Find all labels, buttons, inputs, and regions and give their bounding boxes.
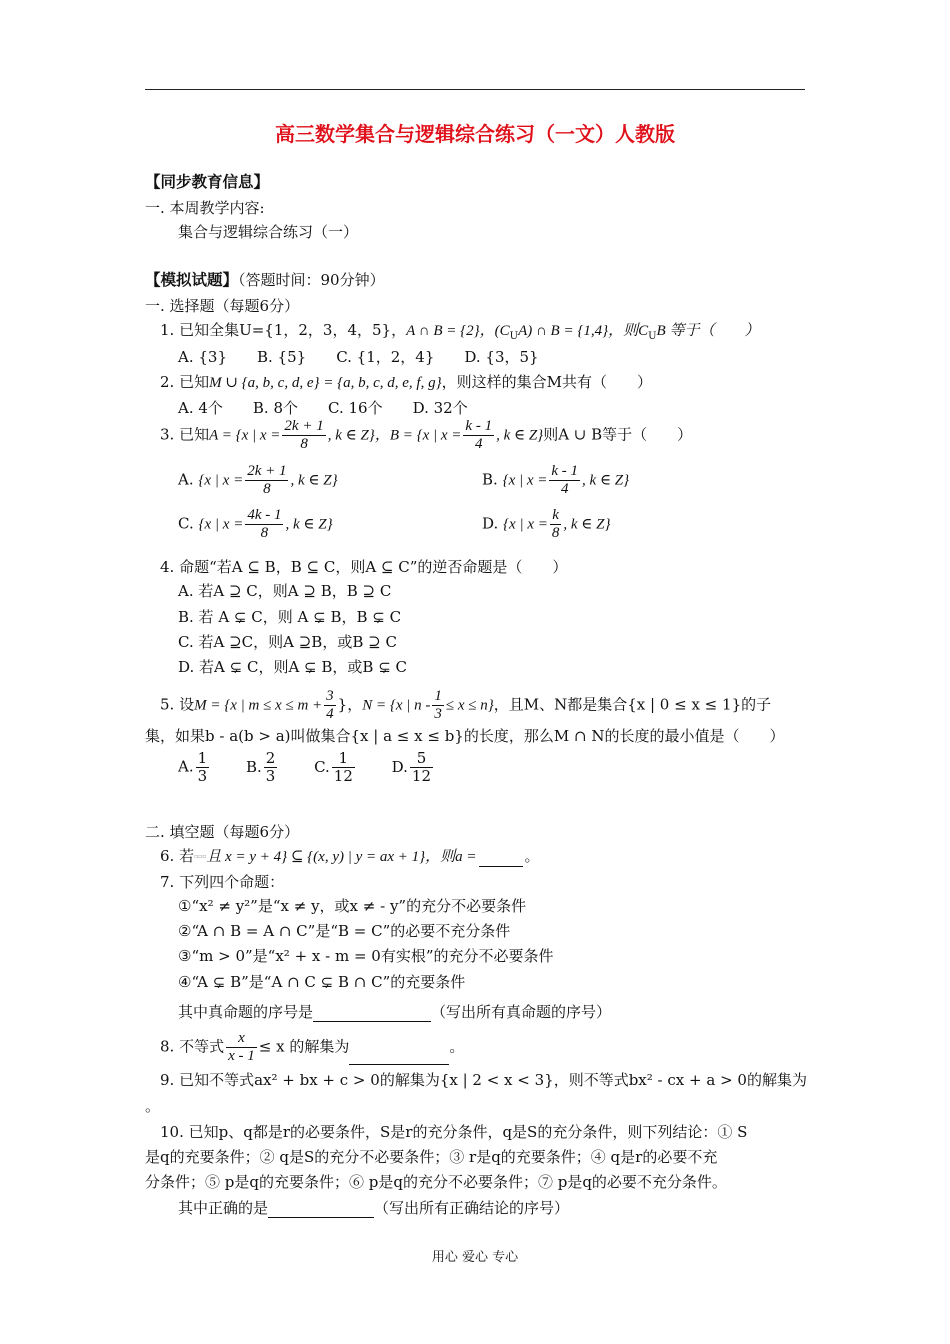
q6-c: 。 [524, 847, 540, 865]
q5-optA-label: A. [178, 757, 194, 776]
info-heading: 【同步教育信息】 [145, 172, 270, 191]
q5-m-pre: M = {x | m ≤ x ≤ m + [194, 697, 323, 714]
q3-optA-pre: {x | x = [198, 472, 244, 489]
q3-stem-a: 3. 已知 [160, 425, 210, 444]
test-time: （答题时间：90分钟） [238, 271, 385, 289]
q3-optB-pre: {x | x = [502, 472, 548, 489]
q8-b: ≤ x 的解集为 [258, 1037, 350, 1056]
page-title: 高三数学集合与逻辑综合练习（一文）人教版 [275, 122, 675, 146]
q5-optA-frac [196, 750, 210, 785]
q3-optB-num: k - 1 [551, 463, 579, 479]
q3-option-a [178, 463, 338, 498]
q7-item-4: ④“A ⊊ B”是“A ∩ C ⊊ B ∩ C”的充要条件 [178, 973, 466, 991]
q5-line2: 集，如果b - a(b > a)叫做集合{x | a ≤ x ≤ b}的长度，那么M ∩ N的长度的最小值是（ ） [145, 727, 785, 745]
q10-line3: 分条件；⑤ p是q的充要条件；⑥ p是q的充分不必要条件；⑦ p是q的必要不充分条件。 [145, 1173, 727, 1191]
q3-option-d [482, 507, 610, 542]
q3-stem [160, 418, 692, 453]
q1-options: A. {3} B. {5} C. {1，2，4} D. {3，5} [178, 348, 539, 366]
q10-blank [268, 1217, 374, 1218]
info-section: 一. 本周教学内容: [145, 199, 265, 217]
q5-optC-num: 1 [332, 750, 355, 768]
q1-stem-a: 1. 已知全集U={1，2，3，4，5}， [160, 321, 407, 339]
q2-options: A. 4个 B. 8个 C. 16个 D. 32个 [178, 399, 468, 417]
q3-optB-post: , k ∈ Z} [582, 472, 630, 489]
q5-n-den: 3 [434, 706, 442, 722]
q8-num: x [226, 1030, 257, 1048]
q9-line1: 9. 已知不等式ax² + bx + c > 0的解集为{x | 2 < x < 3}，则不等式bx² - cx + a > 0的解集为 [160, 1071, 807, 1089]
q3-optD-num: k [550, 507, 562, 525]
q3-optD-post: , k ∈ Z} [563, 516, 611, 533]
q3-a-den: 8 [300, 436, 308, 452]
q5-optB-den: 3 [265, 767, 276, 785]
test-heading-line [145, 270, 385, 290]
q6-blank [479, 866, 523, 867]
q3-a-pre: A = {x | x = [209, 427, 281, 444]
q9-line2: 。 [145, 1097, 161, 1115]
q10-ans-a: 其中正确的是 [178, 1199, 269, 1217]
q5-n-pre: N = {x | n - [362, 697, 431, 714]
q3-optD-label: D. [482, 514, 499, 533]
q1-sub-u2: U [648, 331, 657, 342]
q7-stem: 7. 下列四个命题： [160, 873, 285, 891]
q4-option-a: A. 若A ⊇ C，则A ⊇ B，B ⊇ C [178, 582, 392, 600]
q5-a: 5. 设 [160, 695, 195, 714]
q3-optD-frac [550, 507, 562, 542]
q7-answer [178, 1002, 611, 1022]
q5-optD-frac [410, 750, 433, 785]
test-heading: 【模拟试题】 [145, 270, 239, 289]
q5-optD-label: D. [391, 757, 408, 776]
q3-optD-den: 8 [551, 525, 560, 541]
part2-heading: 二. 填空题（每题6分） [145, 823, 300, 841]
q5-optD-den: 12 [411, 767, 432, 785]
q8-c: 。 [449, 1037, 465, 1056]
q3-b-num: k - 1 [465, 418, 493, 434]
q1-stem-d: B 等于（ ） [656, 323, 760, 339]
q6-a: 6. 若 [160, 847, 195, 865]
q5-m-frac [324, 688, 336, 723]
q3-optA-num: 2k + 1 [247, 463, 287, 479]
q5-optC-den: 12 [333, 767, 353, 785]
info-content: 集合与逻辑综合练习（一） [178, 223, 359, 241]
q3-optB-den: 4 [560, 481, 569, 497]
q5-optD-num: 5 [410, 750, 433, 768]
q3-optA-post: , k ∈ Z} [290, 472, 338, 489]
q8-blank [349, 1064, 449, 1065]
q3-b-post: , k ∈ Z} [496, 427, 544, 444]
q5-optA-num: 1 [197, 749, 208, 767]
page-footer: 用心 爱心 专心 [431, 1250, 519, 1265]
q4-option-c: C. 若A ⊇C，则A ⊇B，或B ⊇ C [178, 633, 397, 651]
q3-optC-num: 4k - 1 [247, 507, 282, 523]
q3-optC-label: C. [178, 514, 194, 533]
q5-optB-label: B. [245, 757, 262, 776]
q7-item-2: ②“A ∩ B = A ∩ C”是“B = C”的必要不充分条件 [178, 922, 511, 940]
q3-optA-label: A. [178, 470, 194, 489]
q6-tiny-image-icon: ▫▫▫ [194, 853, 207, 860]
q5-optA-den: 3 [197, 767, 208, 785]
q2-stem-b: M ∪ {a, b, c, d, e} = {a, b, c, d, e, f, g} [209, 375, 442, 391]
q1-stem-c: A) ∩ B = {1,4}，则C [518, 323, 649, 339]
top-rule [145, 89, 805, 90]
q5-m-den: 4 [326, 706, 334, 722]
q5-tail: ，且M、N都是集合{x | 0 ≤ x ≤ 1}的子 [493, 695, 772, 714]
q3-optB-frac [549, 463, 580, 498]
q7-item-3: ③“m > 0”是“x² + x - m = 0有实根”的充分不必要条件 [178, 947, 554, 965]
q3-option-b [482, 463, 629, 498]
q3-optC-den: 8 [260, 525, 269, 541]
q5-m-num: 3 [326, 688, 334, 704]
q1-sub-u1: U [509, 331, 519, 342]
q4-option-d: D. 若A ⊊ C，则A ⊊ B，或B ⊊ C [178, 658, 408, 676]
q8-a: 8. 不等式 [160, 1037, 225, 1056]
q6 [160, 846, 540, 867]
q1-stem-b: A ∩ B = {2}，(C [406, 323, 510, 339]
q3-optC-pre: {x | x = [198, 516, 244, 533]
q3-a-num: 2k + 1 [284, 418, 324, 434]
q3-optD-pre: {x | x = [503, 516, 548, 533]
q7-ans-a: 其中真命题的序号是 [178, 1003, 314, 1021]
q10-ans-b: （写出所有正确结论的序号） [374, 1199, 570, 1217]
q7-item-1: ①“x² ≠ y²”是“x ≠ y，或x ≠ - y”的充分不必要条件 [178, 897, 527, 915]
q2-stem [160, 372, 652, 393]
q5-optB-frac [264, 750, 278, 785]
q4-stem: 4. 命题“若A ⊆ B，B ⊆ C，则A ⊆ C”的逆否命题是（ ） [160, 558, 568, 576]
q4-option-b: B. 若 A ⊊ C，则 A ⊊ B，B ⊊ C [178, 608, 402, 626]
q5-optB-num: 2 [265, 749, 276, 767]
q5-options [178, 750, 435, 785]
q3-optC-frac [245, 507, 283, 542]
q3-optA-frac [245, 463, 288, 498]
q3-optC-post: , k ∈ Z} [285, 516, 333, 533]
q3-b-frac [463, 418, 494, 453]
q5-line1 [160, 688, 771, 723]
q3-optA-den: 8 [263, 481, 271, 497]
q5-optC-frac [332, 750, 355, 785]
q7-ans-b: （写出所有真命题的序号） [431, 1003, 612, 1021]
q2-stem-a: 2. 已知 [160, 373, 210, 391]
q5-n-post: ≤ x ≤ n} [445, 697, 494, 714]
q10-answer [178, 1198, 569, 1218]
q5-n-num: 1 [434, 688, 442, 704]
q8-den: x - 1 [228, 1048, 255, 1064]
q3-b-den: 4 [475, 436, 483, 452]
q10-line2: 是q的充要条件；② q是S的充分不必要条件；③ r是q的充要条件；④ q是r的必要不充 [145, 1148, 718, 1166]
q8 [160, 1030, 464, 1065]
q3-option-c [178, 507, 333, 542]
q3-a-post: , k ∈ Z} [327, 427, 375, 444]
q5-m-post: }， [337, 695, 363, 714]
q3-b-pre: ，B = {x | x = [374, 427, 462, 444]
q10-line1: 10. 已知p、q都是r的必要条件，S是r的充分条件，q是S的充分条件，则下列结论：① S [160, 1123, 748, 1141]
q5-optC-label: C. [314, 757, 330, 776]
q3-a-frac [282, 418, 325, 453]
q7-blank [313, 1021, 431, 1022]
q8-frac [226, 1030, 257, 1065]
q1-stem [160, 320, 759, 347]
q3-stem-end: 则A ∪ B等于（ ） [543, 425, 693, 444]
part1-heading: 一. 选择题（每题6分） [145, 297, 300, 315]
q5-n-frac [432, 688, 444, 723]
q3-optB-label: B. [482, 470, 498, 489]
q6-b: 且 x = y + 4} ⊆ {(x, y) | y = ax + 1}，则a = [206, 849, 477, 865]
q2-stem-c: ，则这样的集合M共有（ ） [441, 373, 652, 391]
